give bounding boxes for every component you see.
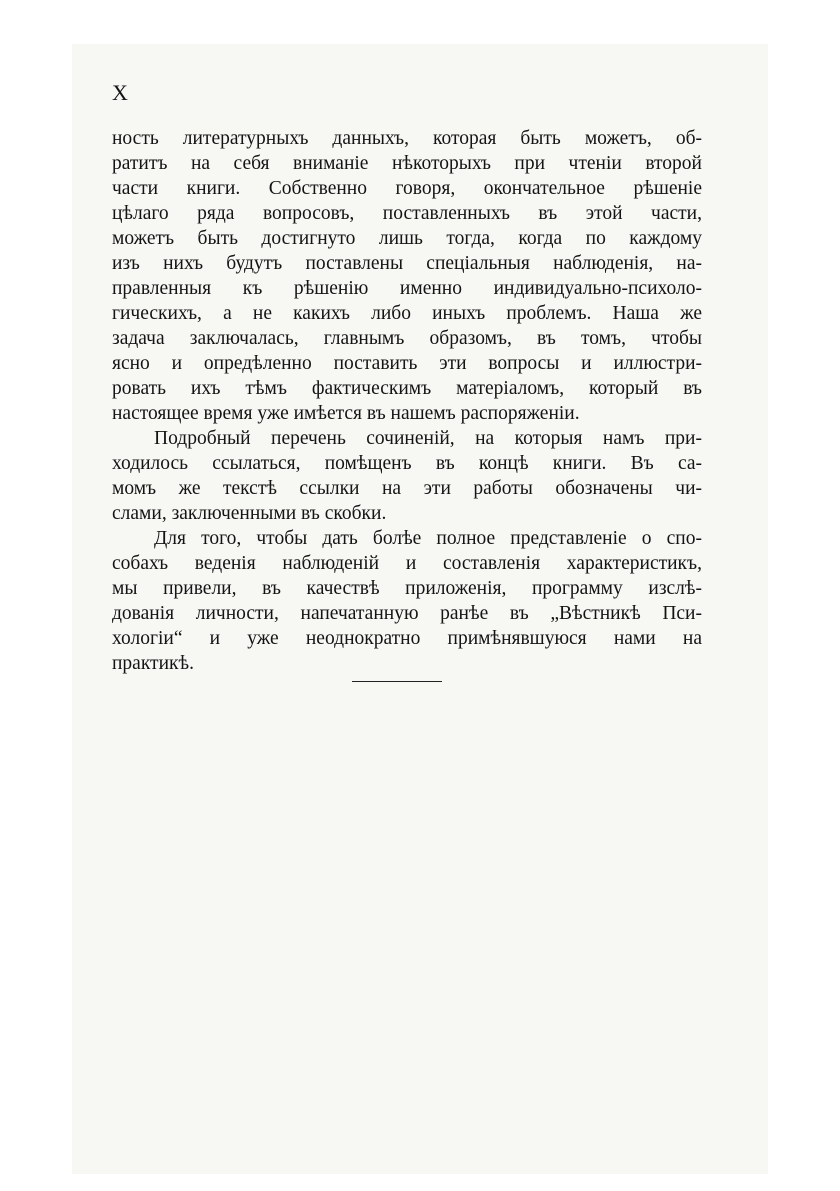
text-line: ровать ихъ тѣмъ фактическимъ матеріаломъ, который въ: [112, 378, 702, 399]
text-line: собахъ веденія наблюденій и составленія характеристикъ,: [112, 553, 702, 574]
text-line: ратитъ на себя вниманіе нѣкоторыхъ при чтеніи второй: [112, 153, 702, 174]
body-text: [112, 126, 702, 676]
text-line: мы привели, въ качествѣ приложенія, программу изслѣ-: [112, 578, 702, 599]
text-line: гическихъ, а не какихъ либо иныхъ проблемъ. Наша же: [112, 303, 702, 324]
text-line: изъ нихъ будутъ поставлены спеціальныя наблюденія, на-: [112, 253, 702, 274]
text-line: правленныя къ рѣшенію именно индивидуально-психоло-: [112, 278, 702, 299]
paragraph: [112, 126, 702, 426]
text-line: Для того, чтобы дать болѣе полное представленіе о спо-: [154, 528, 702, 549]
text-line: момъ же текстѣ ссылки на эти работы обозначены чи-: [112, 478, 702, 499]
text-line: части книги. Собственно говоря, окончательное рѣшеніе: [112, 178, 702, 199]
text-line: слами, заключенными въ скобки.: [112, 503, 387, 524]
text-line: ность литературныхъ данныхъ, которая быть можетъ, об-: [112, 128, 702, 149]
page-number: X: [112, 80, 129, 105]
section-end-rule: [352, 681, 442, 682]
text-line: практикѣ.: [112, 653, 194, 674]
text-line: ходилось ссылаться, помѣщенъ въ концѣ книги. Въ са-: [112, 453, 702, 474]
paragraph: [112, 526, 702, 676]
text-line: можетъ быть достигнуто лишь тогда, когда по каждому: [112, 228, 702, 249]
text-line: цѣлаго ряда вопросовъ, поставленныхъ въ этой части,: [112, 203, 702, 224]
text-line: дованія личности, напечатанную ранѣе въ „Вѣстникѣ Пси-: [112, 603, 702, 624]
text-line: задача заключалась, главнымъ образомъ, въ томъ, чтобы: [112, 328, 702, 349]
text-line: настоящее время уже имѣется въ нашемъ распоряженіи.: [112, 403, 580, 424]
text-line: хологіи“ и уже неоднократно примѣнявшуюся нами на: [112, 628, 702, 649]
text-line: ясно и опредѣленно поставить эти вопросы и иллюстри-: [112, 353, 702, 374]
paragraph: [112, 426, 702, 526]
text-line: Подробный перечень сочиненій, на которыя намъ при-: [154, 428, 702, 449]
